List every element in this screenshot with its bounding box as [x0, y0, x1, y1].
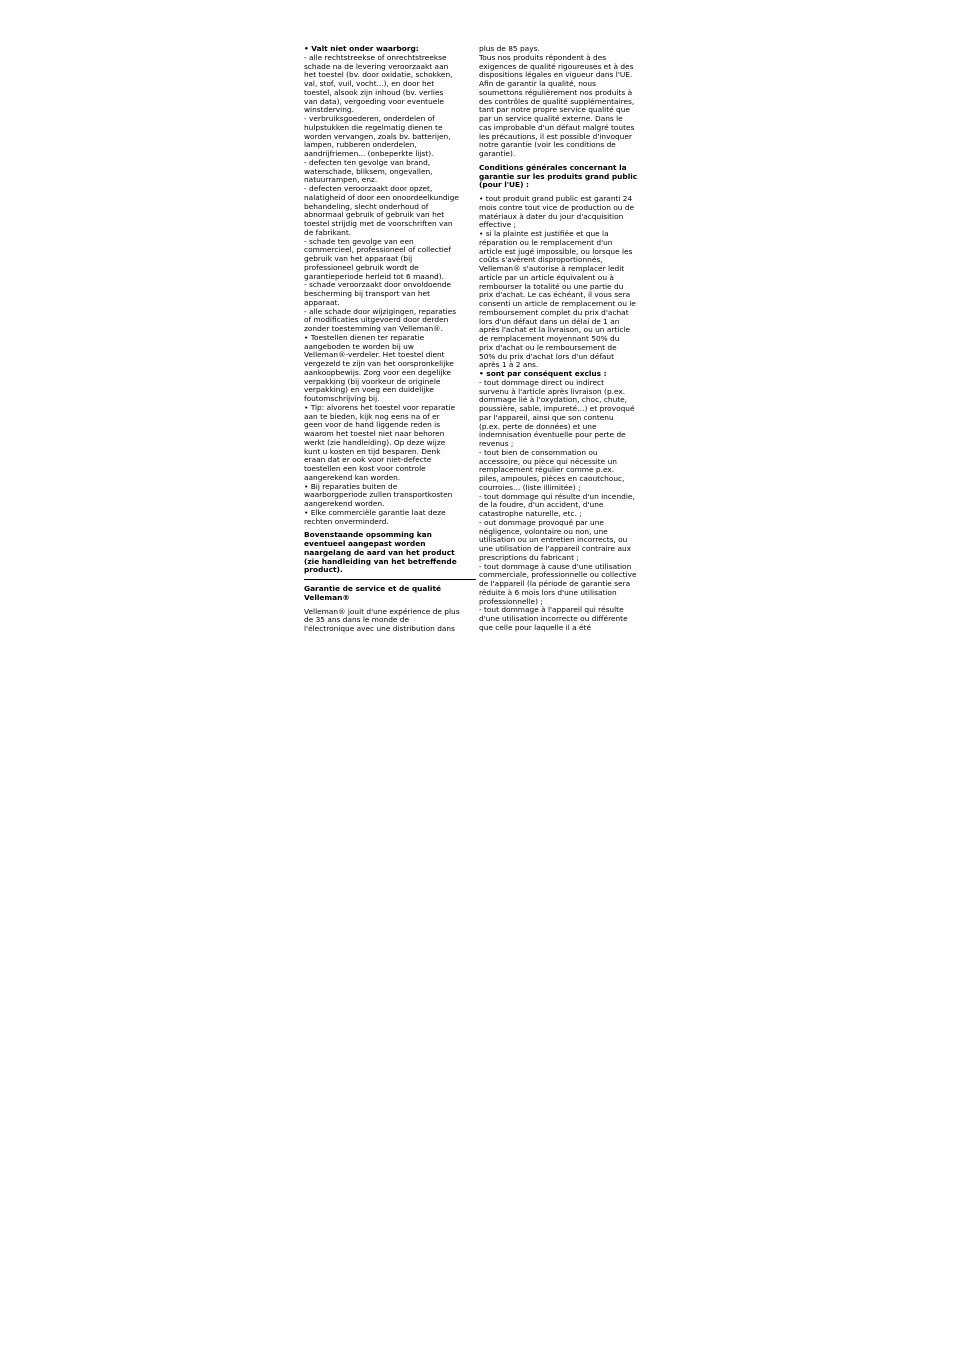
text-line: zonder toestemming van Velleman®. — [304, 324, 443, 333]
text-line: • Bij reparaties buiten de — [304, 481, 398, 491]
text-line: courroies… (liste illimitée) ; — [479, 482, 581, 492]
text-line: Garantie de service et de qualité — [304, 584, 441, 593]
text-line: naargelang de aard van het product — [304, 547, 455, 557]
text-line: geen voor de hand liggende reden is — [304, 420, 441, 430]
text-line: commercieel, professioneel of collectief — [304, 245, 451, 255]
text-line: behandeling, slecht onderhoud of — [304, 201, 429, 211]
quality-paragraph — [479, 45, 651, 159]
text-line: - out dommage provoqué par une — [479, 517, 604, 527]
exclusions-heading: • Valt niet onder waarborg: — [304, 44, 419, 53]
text-line: plus de 85 pays. — [479, 44, 540, 53]
note-bold — [304, 531, 476, 575]
text-line: par l'appareil, ainsi que son contenu — [479, 412, 614, 422]
text-line: werkt (zie handleiding). Op deze wijze — [304, 437, 446, 447]
text-line: rembourser la totalité ou une partie du — [479, 281, 624, 291]
text-line: aangeboden te worden bij uw — [304, 341, 414, 351]
text-line: winstderving. — [304, 105, 354, 115]
left-column — [304, 45, 476, 634]
text-line: (pour l'UE) : — [479, 180, 529, 190]
text-line: réduite à 6 mois lors d'une utilisation — [479, 587, 617, 597]
text-line: val, stof, vuil, vocht...), en door het — [304, 79, 435, 88]
text-line: 50% du prix d'achat lors d'un défaut — [479, 351, 614, 361]
text-line: accessoire, ou pièce qui nécessite un — [479, 456, 617, 466]
text-line: prix d'achat ou le remboursement de — [479, 342, 617, 352]
text-line: - defecten veroorzaakt door opzet, — [304, 184, 433, 193]
text-line: l'électronique avec une distribution dans — [304, 624, 455, 633]
text-line: par un service qualité externe. Dans le — [479, 114, 623, 123]
text-line: consenti un article de remplacement ou le — [479, 299, 636, 308]
text-line: product). — [304, 565, 343, 575]
text-line: aangerekend kan worden. — [304, 472, 401, 482]
text-line: professionnelle) ; — [479, 596, 543, 606]
text-line: prix d'achat. Le cas échéant, il vous sera — [479, 290, 631, 300]
excluded-heading: • sont par conséquent exclus : — [479, 369, 607, 378]
section-divider — [304, 579, 476, 580]
text-line: eraan dat er ook voor niet-defecte — [304, 455, 432, 465]
text-line: professioneel gebruik wordt de — [304, 262, 419, 272]
text-line: indemnisation éventuelle pour perte de — [479, 430, 626, 440]
text-line: piles, ampoules, pièces en caoutchouc, — [479, 474, 625, 483]
text-line: dispositions légales en vigueur dans l'UE. — [479, 70, 633, 80]
section-body — [304, 608, 476, 634]
text-line: lampen, rubberen onderdelen, — [304, 140, 417, 150]
text-line: lors d'un défaut dans un délai de 1 an — [479, 316, 620, 326]
text-line: survenu à l'article après livraison (p.ex. — [479, 386, 626, 396]
text-line: vergezeld te zijn van het oorspronkelijke — [304, 359, 454, 368]
text-line: utilisation ou un entretien incorrects, ou — [479, 535, 628, 545]
text-line: cas improbable d'un défaut malgré toutes — [479, 122, 635, 132]
text-line: - alle rechtstreekse of onrechtstreekse — [304, 52, 447, 62]
text-line: foutomschrijving bij. — [304, 394, 380, 403]
text-line: toestel, alsook zijn inhoud (bv. verlies — [304, 87, 444, 97]
text-line: - tout dommage à cause d'une utilisation — [479, 561, 632, 571]
text-line: d'une utilisation incorrecte ou différente — [479, 614, 628, 623]
text-line: aan te bieden, kijk nog eens na of er — [304, 411, 440, 421]
text-line: Bovenstaande opsomming kan — [304, 530, 432, 540]
text-line: soumettons régulièrement nos produits à — [479, 87, 633, 97]
text-line: dommage lié à l'oxydation, choc, chute, — [479, 395, 628, 405]
text-line: de 35 ans dans le monde de — [304, 615, 410, 625]
text-line: exigences de qualité rigoureuses et à des — [479, 61, 634, 71]
text-line: Velleman® s'autorise à remplacer ledit — [479, 264, 625, 273]
text-line: les précautions, il est possible d'invoquer — [479, 131, 632, 141]
text-line: une utilisation de l'appareil contraire aux — [479, 544, 632, 553]
text-line: remplacement régulier comme p.ex. — [479, 465, 615, 475]
text-line: aandrijfriemen... (onbeperkte lijst). — [304, 149, 434, 158]
text-line: waarom het toestel niet naar behoren — [304, 429, 445, 438]
text-line: tant par notre propre service qualité que — [479, 105, 630, 115]
text-line: natuurrampen, enz. — [304, 175, 378, 185]
conditions-title — [479, 164, 651, 190]
text-line: - schade ten gevolge van een — [304, 236, 414, 246]
text-line: Afin de garantir la qualité, nous — [479, 79, 596, 88]
text-line: - tout dommage direct ou indirect — [479, 377, 604, 387]
text-line: effective ; — [479, 220, 516, 230]
text-line: • Toestellen dienen ter reparatie — [304, 332, 425, 342]
text-line: - verbruiksgoederen, onderdelen of — [304, 114, 435, 123]
text-line: - schade veroorzaakt door onvoldoende — [304, 280, 452, 290]
text-line: van data), vergoeding voor eventuele — [304, 96, 444, 106]
text-line: of modificaties uitgevoerd door derden — [304, 315, 449, 325]
conditions-list — [479, 195, 651, 370]
text-line: eventueel aangepast worden — [304, 539, 426, 548]
text-line: • Tip: alvorens het toestel voor reparatie — [304, 402, 456, 412]
text-line: matériaux à dater du jour d'acquisition — [479, 211, 624, 221]
text-line: de fabrikant. — [304, 227, 352, 237]
text-line: des contrôles de qualité supplémentaires, — [479, 96, 635, 106]
text-line: waarborgperiode zullen transportkosten — [304, 490, 453, 500]
text-line: - alle schade door wijzigingen, reparaties — [304, 306, 457, 316]
text-line: gebruik van het apparaat (bij — [304, 254, 413, 263]
text-line: het toestel (bv. door oxidatie, schokken, — [304, 70, 453, 80]
text-line: Velleman® — [304, 592, 350, 602]
text-line: - tout dommage à l'appareil qui résulte — [479, 605, 624, 615]
text-line: garantie sur les produits grand public — [479, 171, 638, 181]
section-title — [304, 585, 476, 603]
text-line: négligence, volontaire ou non, une — [479, 526, 608, 536]
text-line: toestellen een kost voor controle — [304, 464, 426, 473]
excluded-list — [479, 379, 651, 633]
text-line: schade na de levering veroorzaakt aan — [304, 61, 449, 71]
text-line: garantie). — [479, 149, 516, 158]
text-line: - defecten ten gevolge van brand, — [304, 157, 431, 167]
text-line: commerciale, professionnelle ou collective — [479, 570, 637, 580]
text-line: Velleman®-verdeler. Het toestel dient — [304, 350, 445, 360]
text-line: (p.ex. perte de données) et une — [479, 421, 597, 431]
text-line: kunt u kosten en tijd besparen. Denk — [304, 446, 441, 456]
text-line: notre garantie (voir les conditions de — [479, 140, 616, 150]
text-line: (zie handleiding van het betreffende — [304, 556, 457, 566]
text-line: verpakking) en voeg een duidelijke — [304, 385, 434, 395]
text-line: que celle pour laquelle il a été — [479, 622, 592, 632]
text-line: garantieperiode herleid tot 6 maand). — [304, 271, 444, 281]
text-line: - tout dommage qui résulte d'un incendie, — [479, 491, 635, 501]
text-line: coûts s'avèrent disproportionnés, — [479, 255, 603, 265]
text-line: revenus ; — [479, 439, 514, 448]
exclusions-list — [304, 54, 476, 527]
text-line: Tous nos produits répondent à des — [479, 52, 607, 62]
text-line: mois contre tout vice de production ou de — [479, 202, 635, 212]
text-line: après l'achat et la livraison, ou un article — [479, 325, 631, 335]
text-line: abnormaal gebruik of gebruik van het — [304, 210, 445, 220]
text-line: poussière, sable, impureté…) et provoqué — [479, 404, 635, 413]
text-line: réparation ou le remplacement d'un — [479, 237, 613, 247]
text-line: • tout produit grand public est garanti 24 — [479, 194, 633, 203]
text-line: aangerekend worden. — [304, 499, 385, 508]
text-line: verpakking (bij voorkeur de originele — [304, 376, 441, 386]
text-line: de la foudre, d'un accident, d'une — [479, 500, 604, 510]
text-line: apparaat. — [304, 297, 340, 307]
text-line: waterschade, bliksem, ongevallen, — [304, 166, 433, 176]
right-column — [479, 45, 651, 633]
text-line: après 1 à 2 ans. — [479, 360, 539, 370]
text-line: catastrophe naturelle, etc. ; — [479, 509, 582, 518]
text-line: article par un article équivalent ou à — [479, 272, 614, 282]
text-line: article est jugé impossible, ou lorsque les — [479, 246, 633, 256]
text-line: Conditions générales concernant la — [479, 162, 627, 172]
text-line: prescriptions du fabricant ; — [479, 552, 579, 562]
text-line: - tout bien de consommation ou — [479, 447, 598, 457]
text-line: hulpstukken die regelmatig dienen te — [304, 122, 443, 132]
text-line: remboursement complet du prix d'achat — [479, 307, 629, 317]
text-line: rechten onverminderd. — [304, 516, 389, 526]
text-line: bescherming bij transport van het — [304, 289, 430, 298]
text-line: de l'appareil (la période de garantie sera — [479, 579, 631, 588]
text-line: nalatigheid of door een onoordeelkundige — [304, 192, 459, 202]
text-line: toestel strijdig met de voorschriften van — [304, 219, 453, 228]
text-line: Velleman® jouit d'une expérience de plus — [304, 606, 460, 616]
text-line: de remplacement moyennant 50% du — [479, 334, 620, 343]
text-line: aankoopbewijs. Zorg voor een degelijke — [304, 367, 452, 377]
text-line: worden vervangen, zoals bv. batterijen, — [304, 131, 451, 141]
text-line: • si la plainte est justifiée et que la — [479, 229, 609, 238]
text-line: • Elke commerciële garantie laat deze — [304, 507, 446, 517]
